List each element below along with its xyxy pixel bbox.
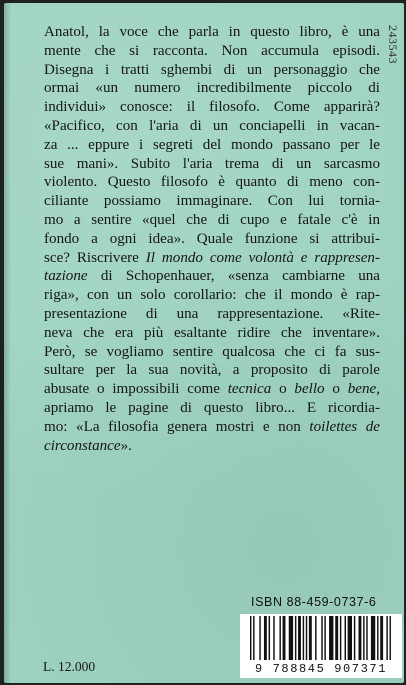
blurb-line	[44, 23, 380, 42]
barcode-bar	[315, 616, 316, 660]
italic-title: bello	[294, 381, 325, 398]
barcode-bar	[253, 616, 254, 660]
barcode-bar	[298, 616, 301, 660]
blurb-line	[44, 42, 380, 61]
italic-title: tazione	[44, 268, 88, 285]
blurb-line	[44, 380, 380, 399]
barcode-bar	[303, 616, 304, 660]
blurb-line	[44, 79, 380, 98]
barcode-bar	[306, 616, 307, 660]
blurb-line	[44, 98, 380, 117]
blurb-line	[44, 117, 380, 136]
italic-title: Il mondo come volontà e rappresen-	[145, 249, 381, 266]
blurb-fragment: Anatol, la voce che parla in questo libro, è una	[44, 24, 380, 40]
barcode-bar	[386, 616, 387, 660]
italic-title: bene	[347, 381, 377, 398]
blurb-fragment: o	[324, 381, 348, 398]
blurb-line	[44, 155, 380, 174]
blurb-line	[44, 286, 380, 305]
blurb-fragment: sce? Riscrivere	[44, 249, 146, 266]
barcode-digits: 9 788845 907371	[254, 662, 388, 676]
barcode-bar	[345, 616, 346, 660]
blurb-line	[44, 418, 380, 437]
spine-shadow	[4, 3, 11, 683]
italic-title: circonstance	[44, 437, 121, 454]
barcode-bar	[329, 616, 333, 660]
blurb-fragment: sue mani». Subito l'aria trema di un sarcasmo	[44, 155, 380, 172]
blurb-fragment: di Schopenhauer, «senza cambiarne una	[87, 268, 380, 285]
blurb-text	[44, 23, 380, 455]
blurb-fragment: o	[271, 381, 295, 398]
barcode-bar	[340, 616, 341, 660]
barcode-bar	[273, 616, 274, 660]
blurb-fragment: za ... eppure i segreti del mondo passano per le	[44, 136, 380, 153]
blurb-line	[44, 249, 380, 268]
blurb-line	[44, 230, 380, 249]
blurb-line	[44, 399, 380, 418]
barcode-bar	[289, 616, 293, 660]
italic-title: toilettes de	[309, 418, 380, 435]
barcode-bar	[264, 616, 267, 660]
barcode-bar	[348, 616, 352, 660]
blurb-line	[44, 343, 380, 362]
blurb-fragment: neva che era più esaltante ridire che inventare».	[44, 324, 380, 341]
barcode-bar	[354, 616, 355, 660]
blurb-line	[44, 267, 380, 286]
blurb-fragment: «Pacifico, con l'aria di un conciapelli in vacan-	[44, 117, 380, 134]
blurb-fragment: abusate o impossibili come	[44, 381, 228, 398]
barcode-bar	[371, 616, 375, 660]
blurb-fragment: violento. Questo filosofo è quanto di meno con-	[44, 174, 380, 191]
blurb-line	[44, 361, 380, 380]
barcode-bar	[250, 616, 251, 660]
barcode-bar	[377, 616, 378, 660]
blurb-fragment: ».	[120, 437, 132, 454]
blurb-fragment: mente che si racconta. Non accumula episodi.	[44, 42, 380, 59]
blurb-fragment: ,	[376, 381, 380, 398]
barcode-bar	[335, 616, 338, 660]
isbn-label: ISBN 88-459-0737-6	[251, 595, 377, 609]
blurb-fragment: individui» conosce: il filosofo. Come apparirà?	[44, 99, 380, 116]
blurb-fragment: riga», con un solo corollario: che il mondo è rap-	[44, 287, 380, 304]
barcode-bar	[380, 616, 383, 660]
barcode-bar	[269, 616, 270, 660]
blurb-fragment: mo a sentire «quel che di cupo e fatale c'è in	[44, 211, 380, 228]
price-label: L. 12.000	[43, 659, 96, 674]
barcode-bar	[363, 616, 364, 660]
barcode-bar	[321, 616, 322, 660]
barcode-bar	[295, 616, 296, 660]
side-inventory-code: 243543	[386, 25, 400, 64]
blurb-line	[44, 61, 380, 80]
barcode-bar	[366, 616, 367, 660]
blurb-line	[44, 173, 380, 192]
book-back-cover	[4, 3, 404, 683]
barcode-bar	[259, 616, 260, 660]
barcode-bar	[324, 616, 325, 660]
blurb-line	[44, 324, 380, 343]
barcode-bar	[279, 616, 280, 660]
italic-title: tecnica	[227, 381, 272, 398]
blurb-fragment: fondo a ogni idea». Quale funzione si attribui-	[44, 230, 380, 247]
blurb-fragment: presentazione di una rappresentazione. «Rite-	[44, 305, 380, 322]
barcode	[240, 614, 402, 678]
blurb-line	[44, 437, 380, 456]
blurb-fragment: Però, se vogliamo sentire qualcosa che ci fa sus-	[44, 343, 380, 360]
barcode-bar	[283, 616, 286, 660]
blurb-fragment: sultare per la sua novità, a proposito di parole	[44, 362, 380, 379]
blurb-fragment: ciliante possiamo immaginare. Con lui tornia-	[44, 193, 380, 210]
blurb-line	[44, 305, 380, 324]
blurb-line	[44, 211, 380, 230]
blurb-line	[44, 136, 380, 155]
barcode-bar	[309, 616, 312, 660]
barcode-bars-icon	[250, 616, 392, 660]
blurb-fragment: apriamo le pagine di questo libro... E ricordia-	[44, 399, 380, 416]
blurb-fragment: Disegna i tratti sghembi di un personaggio che	[44, 61, 380, 78]
blurb-line	[44, 192, 380, 211]
blurb-fragment: ormai «un numero incredibilmente piccolo di	[44, 80, 380, 97]
barcode-bar	[390, 616, 391, 660]
barcode-bar	[359, 616, 362, 660]
blurb-fragment: mo: «La filosofia genera mostri e non	[44, 418, 310, 435]
